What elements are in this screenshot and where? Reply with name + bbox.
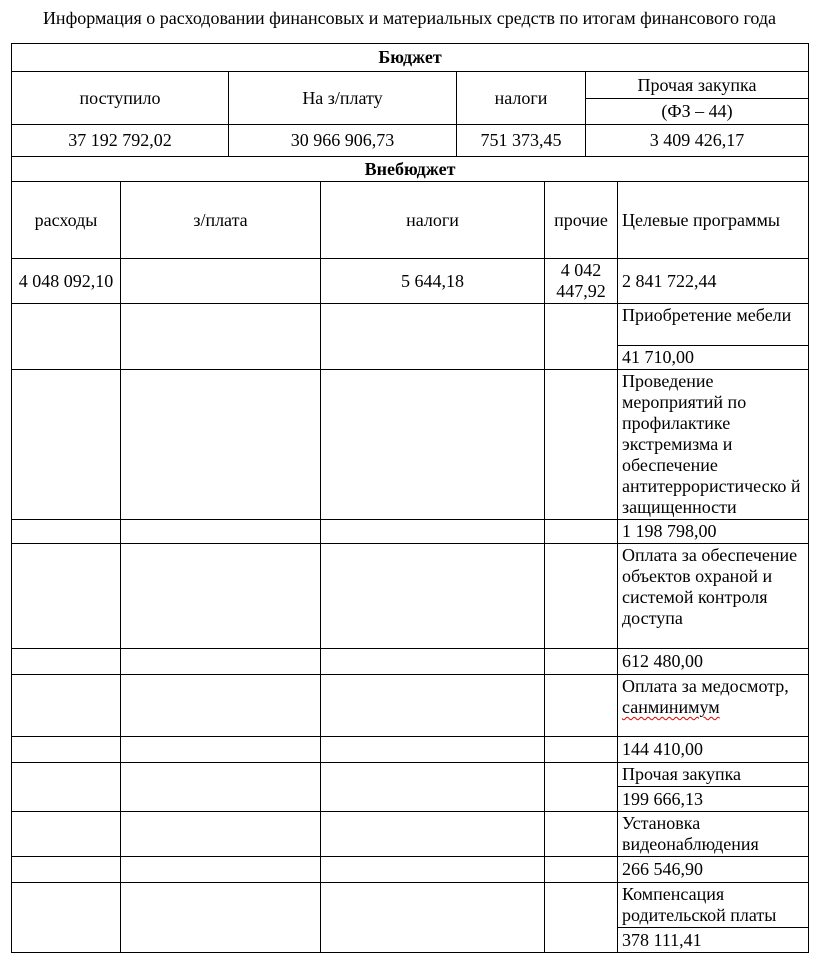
- empty-cell: [321, 544, 545, 649]
- empty-cell: [12, 544, 121, 649]
- extrabudget-header-programs: Целевые программы: [618, 182, 809, 259]
- empty-cell: [121, 857, 321, 883]
- empty-cell: [545, 883, 618, 953]
- empty-cell: [12, 675, 121, 737]
- program-amount-cell: 266 546,90: [618, 857, 809, 883]
- empty-cell: [545, 857, 618, 883]
- empty-cell: [12, 883, 121, 953]
- empty-cell: [121, 370, 321, 520]
- empty-cell: [121, 883, 321, 953]
- extrabudget-table: [11, 156, 809, 953]
- extrabudget-header-salary: з/плата: [121, 182, 321, 259]
- budget-value-taxes: 751 373,45: [457, 125, 586, 157]
- program-amount-cell: 378 111,41: [618, 928, 809, 953]
- program-amount-cell: 612 480,00: [618, 649, 809, 675]
- budget-header-taxes: налоги: [457, 72, 586, 125]
- empty-cell: [12, 737, 121, 763]
- empty-cell: [12, 649, 121, 675]
- empty-cell: [321, 304, 545, 370]
- program-name-cell: Установка видеонаблюдения: [618, 812, 809, 857]
- empty-cell: [321, 675, 545, 737]
- empty-cell: [321, 370, 545, 520]
- empty-cell: [321, 520, 545, 544]
- empty-cell: [321, 857, 545, 883]
- document-title: Информация о расходовании финансовых и материальных средств по итогам финансового года: [42, 8, 777, 28]
- empty-cell: [12, 370, 121, 520]
- program-name-text: Оплата за медосмотр,: [622, 676, 789, 696]
- empty-cell: [545, 649, 618, 675]
- empty-cell: [121, 304, 321, 370]
- program-amount-cell: 41 710,00: [618, 346, 809, 370]
- budget-header-received: поступило: [12, 72, 229, 125]
- empty-cell: [545, 737, 618, 763]
- misspelled-word: санминимум: [622, 697, 720, 717]
- program-name-cell: Приобретение мебели: [618, 304, 809, 346]
- empty-cell: [12, 857, 121, 883]
- empty-cell: [545, 370, 618, 520]
- program-name-cell: [618, 675, 809, 737]
- empty-cell: [121, 649, 321, 675]
- empty-cell: [545, 763, 618, 812]
- empty-cell: [545, 520, 618, 544]
- empty-cell: [321, 812, 545, 857]
- empty-cell: [12, 520, 121, 544]
- budget-header-salary: На з/плату: [229, 72, 457, 125]
- extrabudget-header-taxes: налоги: [321, 182, 545, 259]
- program-amount-cell: 199 666,13: [618, 787, 809, 812]
- extrabudget-value-expenses: 4 048 092,10: [12, 259, 121, 304]
- extrabudget-value-salary: [121, 259, 321, 304]
- budget-value-salary: 30 966 906,73: [229, 125, 457, 157]
- empty-cell: [12, 812, 121, 857]
- budget-header-other-purchase-law: (ФЗ – 44): [586, 99, 809, 125]
- empty-cell: [545, 304, 618, 370]
- budget-table: [11, 43, 809, 157]
- empty-cell: [545, 544, 618, 649]
- budget-section-label: Бюджет: [12, 44, 809, 72]
- empty-cell: [121, 763, 321, 812]
- empty-cell: [121, 520, 321, 544]
- budget-header-other-purchase: Прочая закупка: [586, 72, 809, 99]
- empty-cell: [321, 763, 545, 812]
- extrabudget-header-expenses: расходы: [12, 182, 121, 259]
- extrabudget-value-programs: 2 841 722,44: [618, 259, 809, 304]
- empty-cell: [545, 812, 618, 857]
- empty-cell: [121, 737, 321, 763]
- empty-cell: [321, 649, 545, 675]
- empty-cell: [121, 544, 321, 649]
- empty-cell: [545, 675, 618, 737]
- program-amount-cell: 144 410,00: [618, 737, 809, 763]
- program-name-cell: Прочая закупка: [618, 763, 809, 787]
- extrabudget-section-label: Внебюджет: [12, 157, 809, 182]
- empty-cell: [12, 763, 121, 812]
- program-name-cell: Компенсация родительской платы: [618, 883, 809, 928]
- empty-cell: [121, 812, 321, 857]
- program-amount-cell: 1 198 798,00: [618, 520, 809, 544]
- empty-cell: [121, 675, 321, 737]
- empty-cell: [12, 304, 121, 370]
- empty-cell: [321, 883, 545, 953]
- budget-value-other-purchase: 3 409 426,17: [586, 125, 809, 157]
- extrabudget-value-taxes: 5 644,18: [321, 259, 545, 304]
- budget-value-received: 37 192 792,02: [12, 125, 229, 157]
- program-name-cell: Оплата за обеспечение объектов охраной и системой контроля доступа: [618, 544, 809, 649]
- program-name-cell: Проведение мероприятий по профилактике экстремизма и обеспечение антитеррористическо й защищенности: [618, 370, 809, 520]
- extrabudget-value-other: 4 042 447,92: [545, 259, 618, 304]
- extrabudget-header-other: прочие: [545, 182, 618, 259]
- empty-cell: [321, 737, 545, 763]
